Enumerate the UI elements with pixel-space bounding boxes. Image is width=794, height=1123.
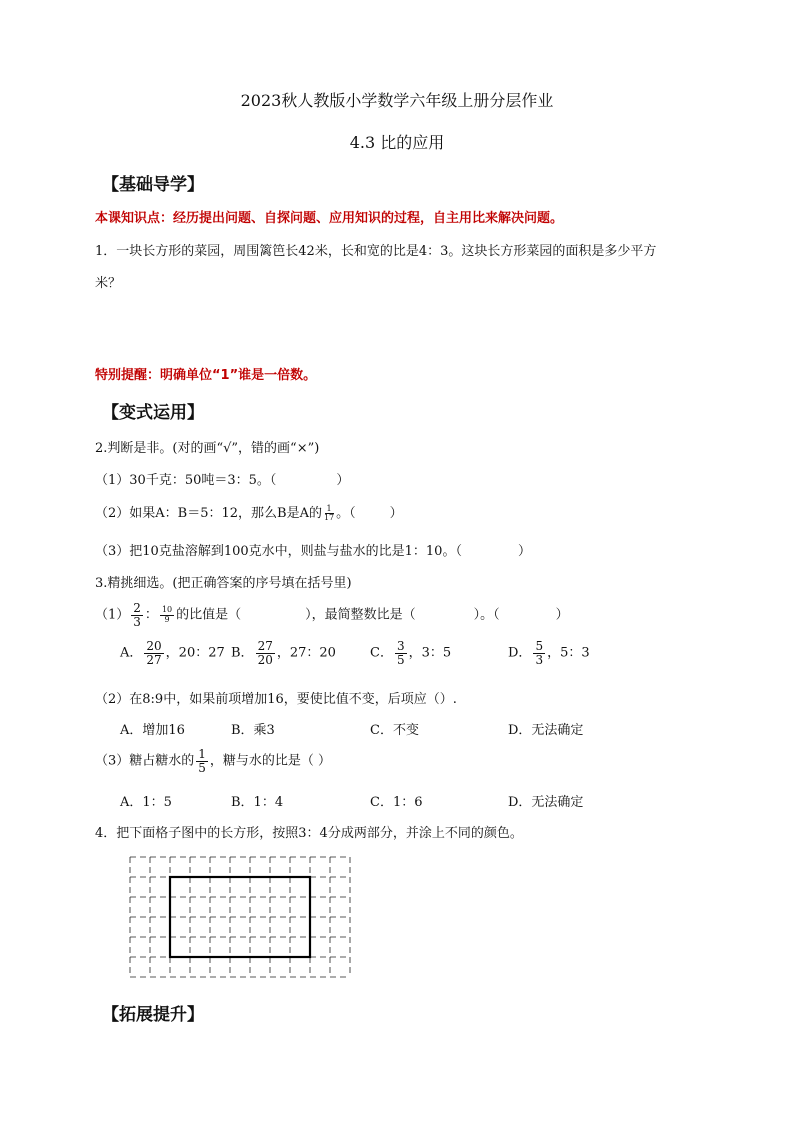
option-label: A． <box>120 645 143 661</box>
option-ratio: ，20：27 <box>165 645 225 661</box>
question-1-line-1: 1．一块长方形的菜园，周围篱笆长42米，长和宽的比是4：3。这块长方形菜园的面积是多少平方 <box>95 244 657 259</box>
fraction <box>131 602 143 628</box>
question-2-item-2-pre: （2）如果A：B＝5：12，那么B是A的 <box>95 506 322 521</box>
section-heading-variant: 【变式运用】 <box>102 403 204 423</box>
fraction-numerator: 10 <box>161 605 173 615</box>
fraction-numerator: 1 <box>326 503 332 513</box>
fraction-denominator: 5 <box>396 652 405 667</box>
fraction-denominator: 20 <box>257 652 273 667</box>
question-3-title: 3.精挑细选。(把正确答案的序号填在括号里) <box>95 576 352 591</box>
option-d: D．无法确定 <box>508 795 584 810</box>
fraction-denominator: 3 <box>535 652 544 667</box>
knowledge-point: 本课知识点：经历提出问题、自探问题、应用知识的过程，自主用比来解决问题。 <box>95 211 564 226</box>
fraction <box>256 640 275 666</box>
option-a: A．增加16 <box>120 723 185 738</box>
fraction <box>196 748 208 774</box>
fraction <box>144 640 163 666</box>
document-subtitle: 4.3 比的应用 <box>349 133 445 152</box>
option-ratio: ，27：20 <box>276 645 336 661</box>
option-b <box>231 640 336 666</box>
fraction-numerator: 5 <box>535 639 544 653</box>
fraction-denominator: 3 <box>133 614 141 629</box>
section-heading-basic: 【基础导学】 <box>102 175 204 195</box>
section-heading-extend: 【拓展提升】 <box>102 1005 204 1025</box>
question-2-title: 2.判断是非。(对的画“√”，错的画“×”) <box>95 441 320 456</box>
option-c: C．1：6 <box>370 795 423 810</box>
option-ratio: ，3：5 <box>408 645 452 661</box>
option-label: D． <box>508 645 532 661</box>
question-3-part-1-mid-3: ）。（ <box>473 607 500 623</box>
question-2-item-3 <box>95 540 531 559</box>
question-2-item-2-post: 。（ <box>336 506 356 521</box>
fraction-numerator: 3 <box>396 639 405 653</box>
fraction <box>324 505 334 523</box>
fraction <box>533 640 545 666</box>
fraction <box>160 606 174 624</box>
option-d: D．无法确定 <box>508 723 584 738</box>
option-ratio: ，5：3 <box>547 645 590 661</box>
question-3-part-1-close: ） <box>555 607 569 623</box>
special-reminder: 特别提醒：明确单位“1”谁是一倍数。 <box>95 368 317 383</box>
document-title: 2023秋人教版小学数学六年级上册分层作业 <box>240 91 554 110</box>
option-label: B． <box>231 645 254 661</box>
fraction-denominator: 9 <box>164 614 170 624</box>
question-2-item-2-close: ） <box>389 506 403 521</box>
option-b: B．乘3 <box>231 723 275 738</box>
fraction-denominator: 5 <box>198 760 206 775</box>
question-2-item-1-text: （1）30千克：50吨＝3：5。（ <box>95 473 277 488</box>
fraction-denominator: 27 <box>146 652 162 667</box>
option-a: A．1：5 <box>120 795 172 810</box>
option-label: C． <box>370 645 393 661</box>
grid-figure <box>122 852 358 982</box>
question-2-item-1-close: ） <box>336 473 350 488</box>
question-1-line-2: 米？ <box>95 276 122 291</box>
question-3-part-1-mid-1: 的比值是（ <box>176 607 242 623</box>
question-3-part-2: （2）在8:9中，如果前项增加16，要使比值不变，后项应（）. <box>95 692 457 707</box>
fraction-numerator: 20 <box>146 639 162 653</box>
option-b: B．1：4 <box>231 795 284 810</box>
question-2-item-3-text: （3）把10克盐溶解到100克水中，则盐与盐水的比是1：10。（ <box>95 544 462 559</box>
fraction-numerator: 27 <box>257 639 273 653</box>
question-3-part-1 <box>95 602 569 628</box>
question-3-part-3-pre: （3）糖占糖水的 <box>95 753 195 769</box>
option-a <box>120 640 225 666</box>
fraction <box>395 640 407 666</box>
question-3-part-1-pre: （1） <box>95 607 130 623</box>
option-c <box>370 640 451 666</box>
question-2-item-2 <box>95 502 403 522</box>
ratio-colon: ： <box>144 607 158 623</box>
question-3-part-3-post: ，糖与水的比是（ ） <box>209 753 332 769</box>
fraction-denominator: 17 <box>323 513 335 522</box>
question-3-part-3 <box>95 748 331 774</box>
fraction-numerator: 2 <box>133 601 141 615</box>
option-c: C．不变 <box>370 723 419 738</box>
question-2-item-3-close: ） <box>517 544 531 559</box>
question-3-part-1-mid-2: ），最简整数比是（ <box>305 607 416 623</box>
option-d <box>508 640 590 666</box>
question-2-item-1 <box>95 469 349 488</box>
fraction-numerator: 1 <box>198 747 206 761</box>
question-4-text: 4．把下面格子图中的长方形，按照3：4分成两部分，并涂上不同的颜色。 <box>95 826 523 841</box>
